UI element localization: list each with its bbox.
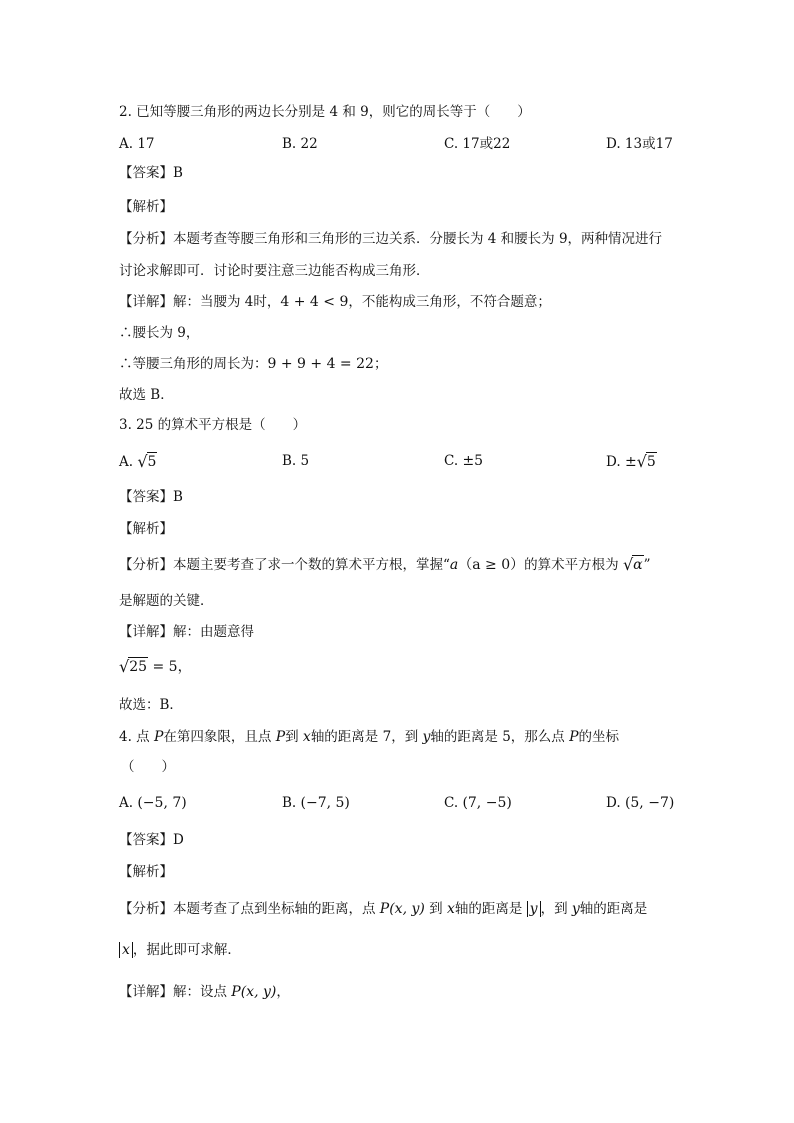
q3-var-a: a [449,557,459,573]
q3-sqrt-alpha: √α [622,555,643,574]
q3-calc-result: = 5， [148,659,192,675]
q2-xiangjie [119,293,551,311]
q4-var-p: P [569,729,579,745]
q4-var-y: y [422,729,431,745]
q4-var-p: P [275,729,286,745]
q4-option-a [119,794,187,812]
q3-option-d [606,452,657,471]
q3-option-d-plusminus: ± [624,454,637,470]
q3-stem: 3. 25 的算术平方根是（ ） [119,417,307,433]
q2-step2-text-b: ； [373,356,388,372]
q2-option-d: D. 13或17 [606,136,673,152]
q2-final: 故选 B． [119,387,174,403]
q3-option-d-sqrt: √5 [636,452,656,471]
q4-point-p: P(x, y) [379,901,425,917]
q3-fenxi-text-c: ” [643,557,651,573]
q3-option-a-value: 5 [147,454,157,470]
q4-jiexi-heading: 【解析】 [119,864,173,880]
q4-var-p: P [153,729,164,745]
q4-xiangjie [119,983,290,1001]
q4-var-y: y [571,901,580,917]
q2-fenxi-line2: 讨论求解即可．讨论时要注意三边能否构成三角形． [119,263,430,279]
q3-option-c-value: ±5 [462,453,484,469]
q4-stem-paren: （ ） [121,759,175,775]
q4-option-c-label: C. [444,795,459,811]
q4-option-a-label: A. [119,795,134,811]
q4-fenxi2-text: ，据此即可求解． [132,942,241,958]
q4-stem [119,728,619,746]
q4-option-c-value: (7, −5) [462,795,512,811]
q2-step1: ∴腰长为 9， [119,325,200,341]
q3-final: 故选：B． [119,697,183,713]
q2-stem: 2. 已知等腰三角形的两边长分别是 4 和 9，则它的周长等于（ ） [119,104,531,120]
q4-abs-y [527,901,541,917]
q4-var-y: y [529,901,538,917]
q3-option-b: B. 5 [282,453,310,469]
q3-option-c-label: C. [444,453,459,469]
q2-step2-text-a: ∴等腰三角形的周长为： [119,356,268,372]
q4-fenxi-text-a: 【分析】本题考查了点到坐标轴的距离，点 [119,901,380,917]
q3-fenxi-text-a: 【分析】本题主要考查了求一个数的算术平方根，掌握“ [119,557,450,573]
q4-fenxi-text-b: 到 [424,901,447,917]
q3-option-d-value: 5 [646,454,656,470]
q4-stem-text-d: 轴的距离是 7，到 [310,729,423,745]
q4-xiangjie-text-b: ， [276,984,290,1000]
q4-option-d [606,794,674,812]
q3-sqrt-25: √25 [119,657,148,676]
q3-xiangjie: 【详解】解：由题意得 [119,624,254,640]
q3-calc-radicand: 25 [129,659,148,675]
q4-fenxi-line1 [119,900,647,918]
q3-option-a-label: A. [119,454,134,470]
q2-perimeter-equation: 9 + 9 + 4 = 22 [267,356,374,372]
q2-option-b: B. 22 [282,136,318,152]
q4-option-b [282,794,350,812]
q4-stem-text-a: 4. 点 [119,729,154,745]
q3-fenxi-text-b: 的算术平方根为 [524,557,619,573]
q4-answer: 【答案】D [119,832,184,848]
q4-fenxi-text-c: 轴的距离是 [454,901,527,917]
q3-option-c [444,452,483,470]
q4-option-c [444,794,512,812]
q3-fenxi-line2: 是解题的关键． [119,593,214,609]
q4-option-b-label: B. [282,795,297,811]
q4-var-x: x [446,901,455,917]
q4-abs-x [119,942,133,958]
q4-var-x: x [302,729,311,745]
q4-fenxi-text-e: 轴的距离是 [579,901,648,917]
q4-option-a-value: (−5, 7) [137,795,187,811]
q4-option-d-label: D. [606,795,621,811]
q4-option-b-value: (−7, 5) [300,795,350,811]
q4-fenxi-text-d: ，到 [540,901,572,917]
q4-stem-text-c: 到 [285,729,303,745]
q2-inequality: 4 + 4 < 9 [280,294,349,310]
q2-step2 [119,355,387,373]
q2-jiexi-heading: 【解析】 [119,199,173,215]
q2-xiangjie-text-a: 【详解】解：当腰为 4时， [119,294,281,310]
q3-option-a [119,452,157,471]
q2-fenxi-line1: 【分析】本题考查等腰三角形和三角形的三边关系．分腰长为 4 和腰长为 9，两种情况进行 [119,231,663,247]
q3-calculation [119,657,192,676]
q3-answer: 【答案】B [119,489,183,505]
q2-option-a: A. 17 [119,136,155,152]
q3-fenxi-line1 [119,555,651,574]
q4-stem-text-b: 在第四象限，且点 [163,729,276,745]
q2-xiangjie-text-b: ，不能构成三角形，不符合题意； [348,294,551,310]
q4-point-p: P(x, y) [231,984,277,1000]
q3-option-a-sqrt: √5 [137,452,157,471]
q4-fenxi-line2 [119,941,241,959]
q4-stem-text-f: 的坐标 [578,729,619,745]
q4-xiangjie-text-a: 【详解】解：设点 [119,984,232,1000]
q4-stem-text-e: 轴的距离是 5，那么点 [430,729,570,745]
q3-var-alpha: α [633,557,643,573]
q3-jiexi-heading: 【解析】 [119,521,173,537]
q2-option-c: C. 17或22 [444,136,511,152]
q4-option-d-value: (5, −7) [624,795,675,811]
q2-answer: 【答案】B [119,165,183,181]
q4-var-x: x [122,942,130,958]
q3-option-d-label: D. [606,454,621,470]
q3-condition: （a ≥ 0） [458,557,525,573]
